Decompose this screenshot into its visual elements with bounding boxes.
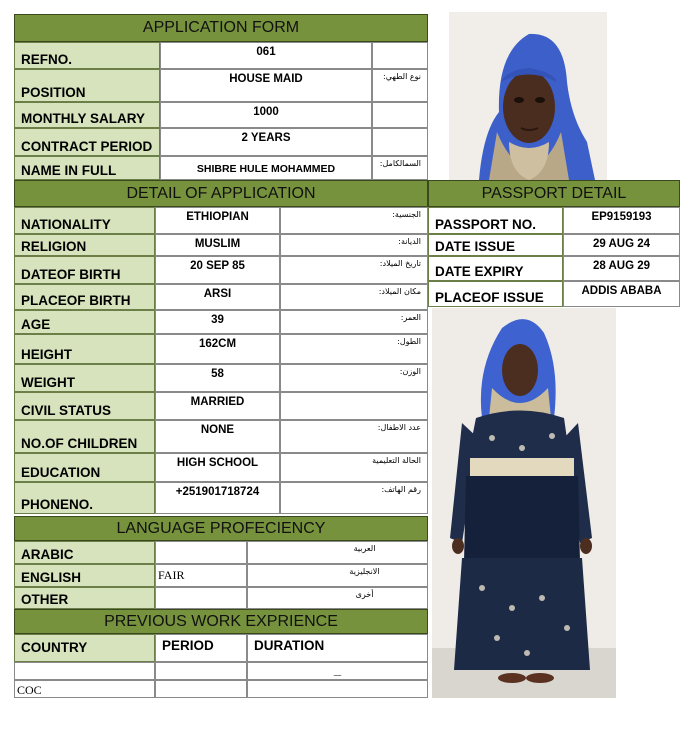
detail-arabic-age: :العمر — [280, 310, 428, 334]
portrait-illustration — [449, 12, 607, 180]
refno-arabic — [372, 42, 428, 69]
application-form-title: APPLICATION FORM — [14, 14, 428, 42]
language-title: LANGUAGE PROFECIENCY — [14, 516, 428, 541]
full-body-illustration — [432, 308, 616, 698]
work-header-period: PERIOD — [155, 634, 247, 662]
name-value: SHIBRE HULE MOHAMMED — [160, 156, 372, 180]
detail-value-education: HIGH SCHOOL — [155, 453, 280, 482]
language-value-english: FAIR — [155, 564, 247, 587]
detail-label-placeof-birth: PLACEOF BIRTH — [14, 284, 155, 310]
passport-label-passport-no: PASSPORT NO. — [428, 207, 563, 234]
passport-label-date-issue: DATE ISSUE — [428, 234, 563, 256]
position-value: HOUSE MAID — [160, 69, 372, 102]
work-header-duration: DURATION — [247, 634, 428, 662]
language-arabic-english: الانجليزية — [247, 564, 428, 587]
detail-value-weight: 58 — [155, 364, 280, 392]
passport-value-passport-no: EP9159193 — [563, 207, 680, 234]
monthly-salary-arabic — [372, 102, 428, 128]
monthly-salary-value: 1000 — [160, 102, 372, 128]
passport-label-date-expiry: DATE EXPIRY — [428, 256, 563, 281]
detail-value-religion: MUSLIM — [155, 234, 280, 256]
detail-label-nationality: NATIONALITY — [14, 207, 155, 234]
work-header-country: COUNTRY — [14, 634, 155, 662]
position-arabic: :نوع الطهي — [372, 69, 428, 102]
detail-label-phoneno: PHONENO. — [14, 482, 155, 514]
detail-label-no-of-children: NO.OF CHILDREN — [14, 420, 155, 453]
passport-value-date-expiry: 28 AUG 29 — [563, 256, 680, 281]
name-arabic: :السمالكامل — [372, 156, 428, 180]
detail-arabic-civil-status — [280, 392, 428, 420]
detail-arabic-no-of-children: :عدد الاطفال — [280, 420, 428, 453]
passport-value-date-issue: 29 AUG 24 — [563, 234, 680, 256]
detail-value-dateof-birth: 20 SEP 85 — [155, 256, 280, 284]
detail-label-height: HEIGHT — [14, 334, 155, 364]
detail-title: DETAIL OF APPLICATION — [14, 180, 428, 207]
contract-period-value: 2 YEARS — [160, 128, 372, 156]
detail-value-civil-status: MARRIED — [155, 392, 280, 420]
detail-value-height: 162CM — [155, 334, 280, 364]
detail-arabic-height: :الطول — [280, 334, 428, 364]
monthly-salary-label: MONTHLY SALARY — [14, 102, 160, 128]
detail-label-civil-status: CIVIL STATUS — [14, 392, 155, 420]
work-row-country — [14, 662, 155, 680]
language-label-arabic: ARABIC — [14, 541, 155, 564]
contract-period-arabic — [372, 128, 428, 156]
coc-period — [155, 680, 247, 698]
language-label-english: ENGLISH — [14, 564, 155, 587]
full-body-photo — [432, 308, 616, 698]
detail-label-age: AGE — [14, 310, 155, 334]
name-label: NAME IN FULL — [14, 156, 160, 180]
detail-value-phoneno: +251901718724 — [155, 482, 280, 514]
detail-arabic-religion: :الديانة — [280, 234, 428, 256]
detail-value-nationality: ETHIOPIAN — [155, 207, 280, 234]
position-label: POSITION — [14, 69, 160, 102]
coc-duration — [247, 680, 428, 698]
contract-period-label: CONTRACT PERIOD — [14, 128, 160, 156]
work-row-duration: _ — [247, 662, 428, 680]
coc-label: COC — [14, 680, 155, 698]
language-value-other — [155, 587, 247, 609]
work-row-period — [155, 662, 247, 680]
detail-arabic-placeof-birth: :مكان الميلاد — [280, 284, 428, 310]
passport-label-placeof-issue: PLACEOF ISSUE — [428, 281, 563, 307]
detail-label-religion: RELIGION — [14, 234, 155, 256]
portrait-photo — [449, 12, 607, 180]
detail-arabic-education: الحالة التعليمية — [280, 453, 428, 482]
detail-arabic-nationality: :الجنسية — [280, 207, 428, 234]
detail-arabic-phoneno: :رقم الهاتف — [280, 482, 428, 514]
language-value-arabic — [155, 541, 247, 564]
refno-label: REFNO. — [14, 42, 160, 69]
detail-value-no-of-children: NONE — [155, 420, 280, 453]
language-label-other: OTHER — [14, 587, 155, 609]
detail-arabic-weight: :الوزن — [280, 364, 428, 392]
passport-value-placeof-issue: ADDIS ABABA — [563, 281, 680, 307]
refno-value: 061 — [160, 42, 372, 69]
work-title: PREVIOUS WORK EXPRIENCE — [14, 609, 428, 634]
detail-value-age: 39 — [155, 310, 280, 334]
language-arabic-arabic: العربية — [247, 541, 428, 564]
detail-label-dateof-birth: DATEOF BIRTH — [14, 256, 155, 284]
detail-arabic-dateof-birth: :تاريخ الميلاد — [280, 256, 428, 284]
detail-label-weight: WEIGHT — [14, 364, 155, 392]
passport-title: PASSPORT DETAIL — [428, 180, 680, 207]
detail-value-placeof-birth: ARSI — [155, 284, 280, 310]
detail-label-education: EDUCATION — [14, 453, 155, 482]
language-arabic-other: أخرى — [247, 587, 428, 609]
